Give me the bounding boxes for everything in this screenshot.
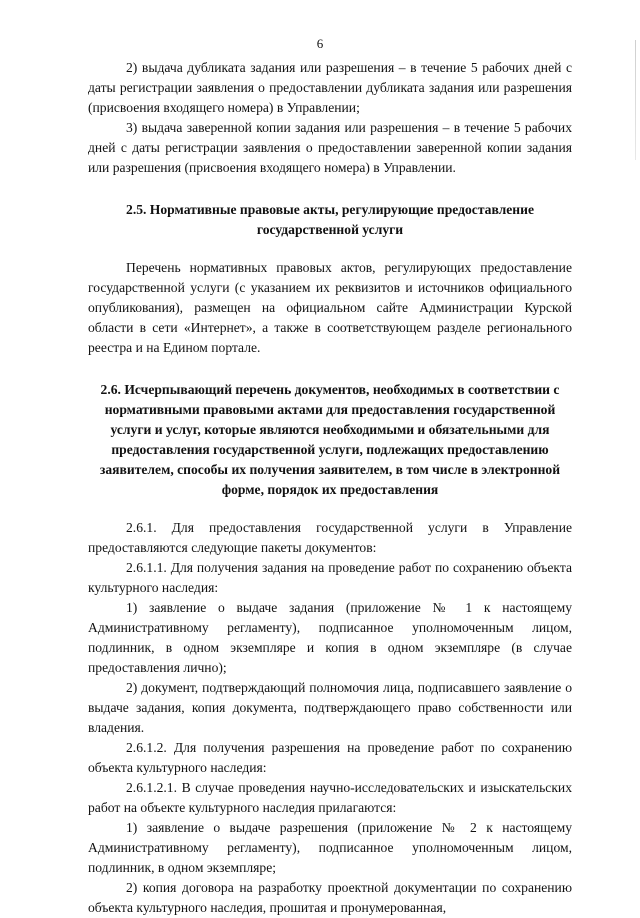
- section-heading-2-6: 2.6. Исчерпывающий перечень документов, необходимых в соответствии с нормативными правовыми актами для предоставления государственной услуги и услуг, которые являются необходимыми и обязательными для предоставления государственной услуги, подлежащих предоставлению заявителем, способы их получения заявителем, в том числе в электронной форме, порядок их предоставления: [99, 382, 561, 497]
- paragraph-certified-copy-issue: 3) выдача заверенной копии задания или разрешения – в течение 5 рабочих дней с даты регистрации заявления о предоставлении заверенной копии задания или разрешения (присвоения входящего номера) в Управлении.: [88, 120, 572, 175]
- section-heading-2-5: 2.5. Нормативные правовые акты, регулирующие предоставление государственной услуги: [126, 202, 534, 237]
- paragraph-permit-application: 1) заявление о выдаче разрешения (приложение № 2 к настоящему Административному регламенту), подписанное уполномоченным лицом, подлинник, в одном экземпляре;: [88, 820, 572, 875]
- paragraph-authority-document: 2) документ, подтверждающий полномочия лица, подписавшего заявление о выдаче задания, копия документа, подтверждающего право собственности или владения.: [88, 680, 572, 735]
- paragraph-2-6-1-2: 2.6.1.2. Для получения разрешения на проведение работ по сохранению объекта культурного наследия:: [88, 740, 572, 775]
- page-number: 6: [316, 36, 324, 51]
- page-body: [88, 58, 572, 918]
- paragraph-2-6-1-1: 2.6.1.1. Для получения задания на проведение работ по сохранению объекта культурного наследия:: [88, 560, 572, 595]
- paragraph-duplicate-issue: 2) выдача дубликата задания или разрешения – в течение 5 рабочих дней с даты регистрации заявления о предоставлении дубликата задания или разрешения (присвоения входящего номера) в Управлении;: [88, 60, 572, 115]
- paragraph-2-6-1-2-1: 2.6.1.2.1. В случае проведения научно-исследовательских и изыскательских работ на объекте культурного наследия прилагаются:: [88, 780, 572, 815]
- scan-edge-mark: [635, 40, 636, 160]
- paragraph-2-6-1: 2.6.1. Для предоставления государственной услуги в Управление предоставляются следующие пакеты документов:: [88, 520, 572, 555]
- paragraph-legal-acts: Перечень нормативных правовых актов, регулирующих предоставление государственной услуги (с указанием их реквизитов и источников официального опубликования), размещен на официальном сайте Администрации Курской области в сети «Интернет», а также в соответствующем разделе регионального реестра и на Едином портале.: [88, 260, 572, 355]
- paragraph-contract-copy: 2) копия договора на разработку проектной документации по сохранению объекта культурного наследия, прошитая и пронумерованная,: [88, 880, 572, 915]
- paragraph-task-application: 1) заявление о выдаче задания (приложение № 1 к настоящему Административному регламенту), подписанное уполномоченным лицом, подлинник, в одном экземпляре и копия в одном экземпляре (в случае предоставления лично);: [88, 600, 572, 675]
